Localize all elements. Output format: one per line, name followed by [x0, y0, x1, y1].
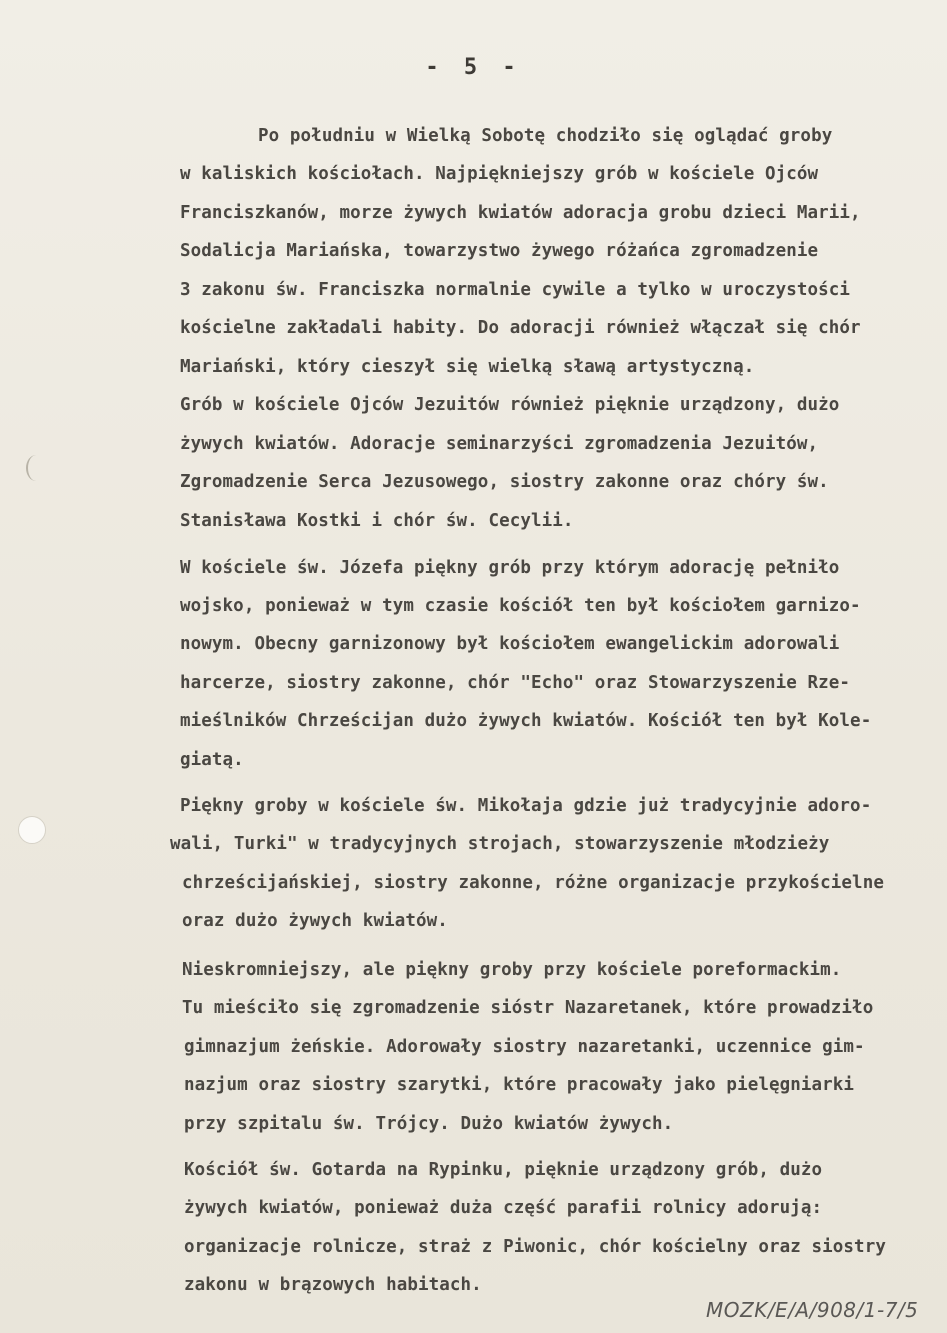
- text-line: oraz dużo żywych kwiatów.: [182, 911, 448, 931]
- text-line: Franciszkanów, morze żywych kwiatów adoracja grobu dzieci Marii,: [180, 203, 861, 223]
- archive-signature: MOZK/E/A/908/1-7/5: [706, 1298, 919, 1322]
- text-line: Nieskromniejszy, ale piękny groby przy kościele poreformackim.: [182, 960, 842, 980]
- text-line: żywych kwiatów, ponieważ duża część parafii rolnicy adorują:: [184, 1198, 823, 1218]
- text-line: w kaliskich kościołach. Najpiękniejszy grób w kościele Ojców: [180, 164, 819, 184]
- text-line: kościelne zakładali habity. Do adoracji również włączał się chór: [180, 318, 861, 338]
- text-line: Mariański, który cieszył się wielką sławą artystyczną.: [180, 357, 755, 377]
- text-line: mieślników Chrześcijan dużo żywych kwiatów. Kościół ten był Kole-: [180, 711, 872, 731]
- text-line: nazjum oraz siostry szarytki, które pracowały jako pielęgniarki: [184, 1075, 855, 1095]
- text-line: chrześcijańskiej, siostry zakonne, różne organizacje przykościelne: [182, 873, 884, 893]
- text-line: nowym. Obecny garnizonowy był kościołem ewangelickim adorowali: [180, 634, 840, 654]
- text-line: Stanisława Kostki i chór św. Cecylii.: [180, 511, 574, 531]
- text-line: Piękny groby w kościele św. Mikołaja gdzie już tradycyjnie adoro-: [180, 796, 872, 816]
- text-line: gimnazjum żeńskie. Adorowały siostry nazaretanki, uczennice gim-: [184, 1037, 865, 1057]
- text-line: Po południu w Wielką Sobotę chodziło się oglądać groby: [258, 126, 833, 146]
- text-line: 3 zakonu św. Franciszka normalnie cywile a tylko w uroczystości: [180, 280, 851, 300]
- punch-hole-arc: [26, 455, 46, 481]
- page-number: - 5 -: [425, 55, 522, 80]
- text-line: organizacje rolnicze, straż z Piwonic, chór kościelny oraz siostry: [184, 1237, 886, 1257]
- text-line: zakonu w brązowych habitach.: [184, 1275, 482, 1295]
- text-line: harcerze, siostry zakonne, chór "Echo" oraz Stowarzyszenie Rze-: [180, 673, 851, 693]
- punch-hole: [18, 816, 46, 844]
- text-line: W kościele św. Józefa piękny grób przy którym adorację pełniło: [180, 558, 840, 578]
- text-line: Grób w kościele Ojców Jezuitów również pięknie urządzony, dużo: [180, 395, 840, 415]
- text-line: wojsko, ponieważ w tym czasie kościół ten był kościołem garnizo-: [180, 596, 861, 616]
- text-line: Tu mieściło się zgromadzenie sióstr Nazaretanek, które prowadziło: [182, 998, 874, 1018]
- text-line: wali, Turki" w tradycyjnych strojach, stowarzyszenie młodzieży: [170, 834, 830, 854]
- text-line: żywych kwiatów. Adoracje seminarzyści zgromadzenia Jezuitów,: [180, 434, 819, 454]
- text-line: giatą.: [180, 750, 244, 770]
- text-line: Sodalicja Mariańska, towarzystwo żywego różańca zgromadzenie: [180, 241, 819, 261]
- text-line: Zgromadzenie Serca Jezusowego, siostry zakonne oraz chóry św.: [180, 472, 829, 492]
- text-line: przy szpitalu św. Trójcy. Dużo kwiatów żywych.: [184, 1114, 674, 1134]
- text-line: Kościół św. Gotarda na Rypinku, pięknie urządzony grób, dużo: [184, 1160, 823, 1180]
